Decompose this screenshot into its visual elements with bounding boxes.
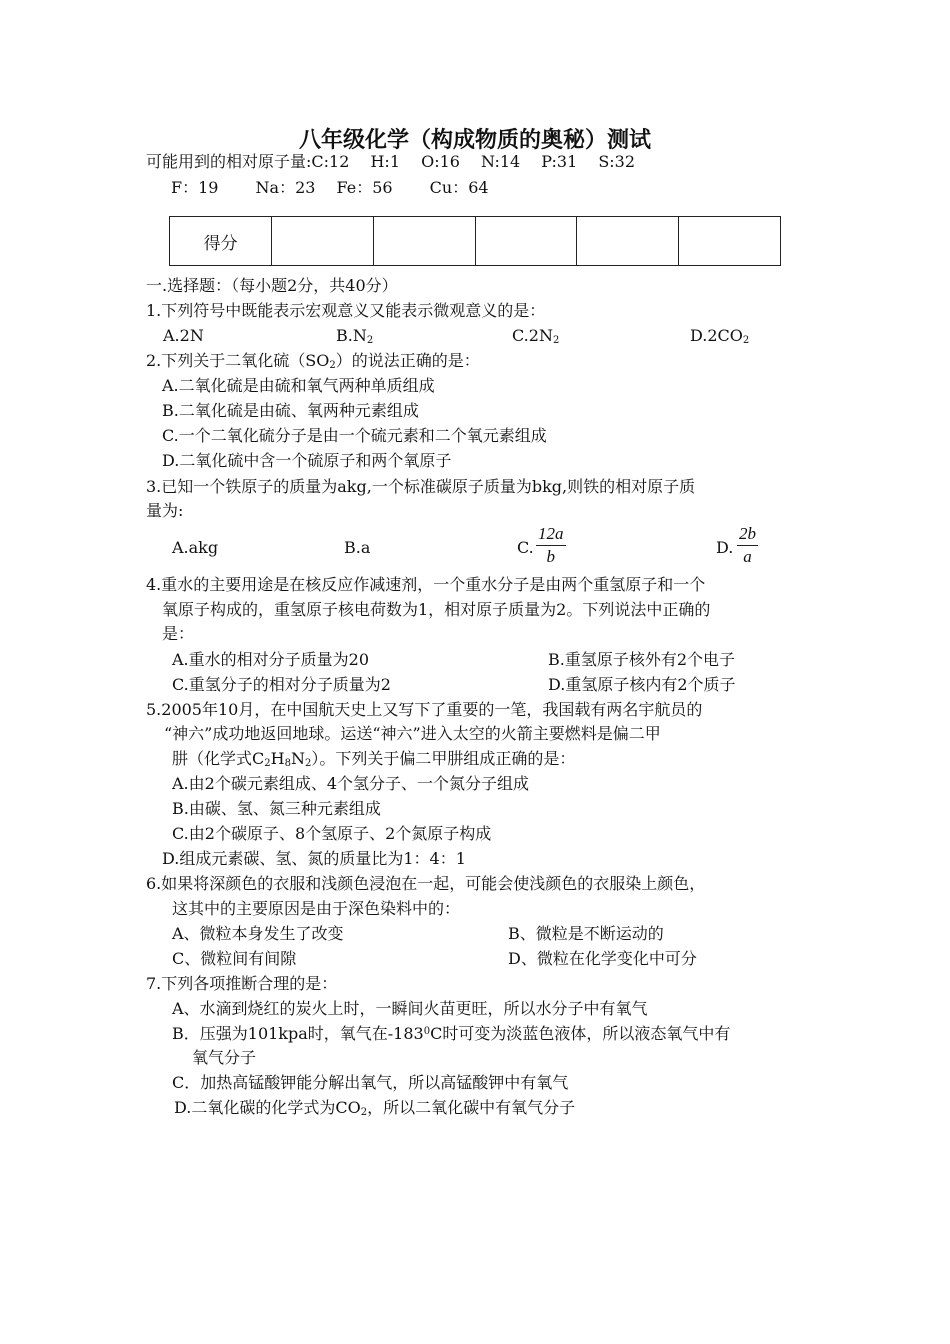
q5-option-b: B.由碳、氢、氮三种元素组成 — [172, 799, 381, 818]
q5-option-d: D.组成元素碳、氢、氮的质量比为1：4：1 — [162, 849, 466, 868]
q5-option-c: C.由2个碳原子、8个氢原子、2个氮原子构成 — [172, 824, 492, 843]
question-3-stem-line-2: 量为: — [146, 501, 184, 520]
q1-option-c: $C.2N_2$ — [512, 326, 560, 346]
fraction-numerator: 2b — [737, 523, 758, 546]
question-6-stem-line-2: 这其中的主要原因是由于深色染料中的： — [172, 899, 461, 918]
q6-option-c: C、微粒间有间隙 — [172, 949, 297, 968]
q3-option-d: D. — [716, 538, 734, 557]
atomic-masses-line-2: F：19 Na：23 Fe：56 Cu：64 — [171, 178, 489, 197]
q6-option-a: A、微粒本身发生了改变 — [172, 924, 344, 943]
question-3-stem-line-1: 3.已知一个铁原子的质量为akg,一个标准碳原子质量为bkg,则铁的相对原子质 — [146, 477, 696, 496]
q1-option-b: $B.N_2$ — [336, 326, 374, 346]
q4-option-d: D.重氢原子核内有2个质子 — [548, 675, 736, 694]
fraction-denominator: a — [743, 547, 752, 566]
fraction-numerator: 12a — [536, 523, 566, 546]
atomic-masses-line-1: 可能用到的相对原子量:C:12 H:1 O:16 N:14 P:31 S:32 — [146, 152, 636, 171]
score-cell — [374, 217, 476, 266]
q7-option-a: A、水滴到烧红的炭火上时，一瞬间火苗更旺，所以水分子中有氧气 — [172, 999, 648, 1018]
page-title: 八年级化学（构成物质的奥秘）测试 — [298, 128, 651, 153]
question-2-stem: 2.下列关于二氧化硫$(SO_2)$的说法正确的是： — [146, 351, 480, 371]
section-heading: 一.选择题：（每小题2分，共40分） — [146, 276, 398, 295]
score-table — [169, 216, 781, 266]
q3-option-c: C. — [517, 538, 534, 557]
score-cell — [679, 217, 781, 266]
question-5-stem-line-1: 5.2005年10月，在中国航天史上又写下了重要的一笔，我国载有两名宇航员的 — [146, 700, 703, 719]
q7-option-b-continued: 氧气分子 — [192, 1048, 257, 1067]
q3-option-d-fraction — [737, 523, 758, 568]
question-5-stem-line-2: “神六”成功地返回地球。运送“神六”进入太空的火箭主要燃料是偏二甲 — [164, 724, 661, 743]
question-5-stem-line-3: 肼（化学式$C_2H_8N_2$）。下列关于偏二甲肼组成正确的是： — [172, 749, 576, 769]
score-cell — [577, 217, 679, 266]
q7-option-b: B．压强为101kpa时，氧气在$-183^0C$时可变为淡蓝色液体，所以液态氧气中有 — [172, 1024, 731, 1043]
q2-option-d: D.二氧化硫中含一个硫原子和两个氧原子 — [162, 451, 452, 470]
q2-option-a: A.二氧化硫是由硫和氧气两种单质组成 — [162, 376, 435, 395]
question-7-stem: 7.下列各项推断合理的是： — [146, 974, 338, 993]
q1-option-d: $D.2CO_2$ — [690, 326, 750, 346]
q4-option-c: C.重氢分子的相对分子质量为2 — [172, 675, 391, 694]
q5-option-a: A.由2个碳元素组成、4个氢分子、一个氮分子组成 — [172, 774, 530, 793]
q4-option-b: B.重氢原子核外有2个电子 — [548, 650, 736, 669]
score-cell — [272, 217, 374, 266]
q7-option-c: C．加热高锰酸钾能分解出氧气，所以高锰酸钾中有氧气 — [172, 1073, 569, 1092]
q2-option-c: C.一个二氧化硫分子是由一个硫元素和二个氧元素组成 — [162, 426, 547, 445]
question-6-stem-line-1: 6.如果将深颜色的衣服和浅颜色浸泡在一起，可能会使浅颜色的衣服染上颜色， — [146, 874, 706, 893]
q7-option-d: D.二氧化碳的化学式为$CO_2$，所以二氧化碳中有氧气分子 — [174, 1098, 576, 1118]
score-label: 得分 — [170, 217, 272, 266]
q1-option-a: A.2N — [163, 326, 204, 345]
question-4-stem-line-2: 氧原子构成的，重氢原子核电荷数为1，相对原子质量为2。下列说法中正确的 — [162, 600, 711, 619]
q2-option-b: B.二氧化硫是由硫、氧两种元素组成 — [162, 401, 419, 420]
q6-option-b: B、微粒是不断运动的 — [508, 924, 664, 943]
question-4-stem-line-1: 4.重水的主要用途是在核反应作减速剂，一个重水分子是由两个重氢原子和一个 — [146, 575, 706, 594]
question-4-stem-line-3: 是： — [162, 624, 195, 643]
q3-option-a: A.akg — [172, 538, 219, 557]
q6-option-d: D、微粒在化学变化中可分 — [508, 949, 697, 968]
q4-option-a: A.重水的相对分子质量为20 — [172, 650, 370, 669]
question-1-stem: 1.下列符号中既能表示宏观意义又能表示微观意义的是： — [146, 301, 546, 320]
q3-option-c-fraction — [536, 523, 566, 568]
q3-option-b: B.a — [344, 538, 371, 557]
fraction-denominator: b — [546, 547, 555, 566]
score-cell — [475, 217, 577, 266]
